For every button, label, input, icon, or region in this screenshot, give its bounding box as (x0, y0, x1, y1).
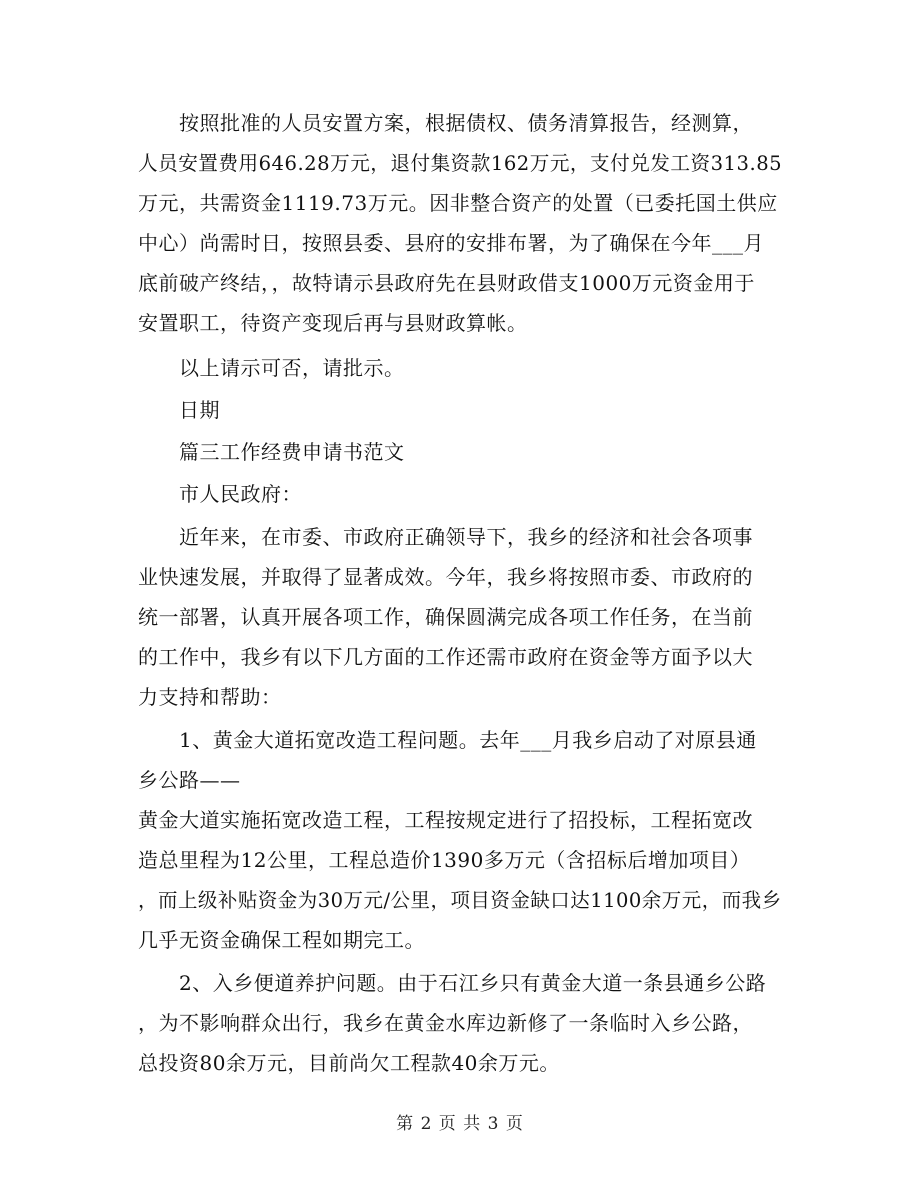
paragraph-line: 总投资80余万元，目前尚欠工程款40余万元。 (138, 1051, 560, 1075)
paragraph-line: 中心）尚需时日，按照县委、县府的安排布署，为了确保在今年___月 (138, 231, 764, 255)
paragraph-line: 按照批准的人员安置方案，根据债权、债务清算报告，经测算， (179, 111, 753, 135)
paragraph-line: 2、入乡便道养护问题。由于石江乡只有黄金大道一条县通乡公路 (179, 971, 767, 995)
paragraph-line: 造总里程为12公里，工程总造价1390多万元（含招标后增加项目） (138, 848, 751, 872)
paragraph-line: 乡公路—— (138, 768, 241, 792)
paragraph-line: 统一部署，认真开展各项工作，确保圆满完成各项工作任务，在当前 (138, 605, 753, 629)
paragraph-line: 黄金大道实施拓宽改造工程，工程按规定进行了招投标，工程拓宽改 (138, 808, 753, 832)
paragraph-line: 近年来，在市委、市政府正确领导下，我乡的经济和社会各项事 (179, 525, 753, 549)
paragraph-line: 万元，共需资金1119.73万元。因非整合资产的处置（已委托国土供应 (138, 191, 778, 215)
paragraph-line: 以上请示可否，请批示。 (179, 356, 405, 380)
section-heading: 篇三工作经费申请书范文 (179, 440, 405, 464)
paragraph-line: 业快速发展，并取得了显著成效。今年，我乡将按照市委、市政府的 (138, 565, 753, 589)
paragraph-line: 安置职工，待资产变现后再与县财政算帐。 (138, 311, 528, 335)
date-label: 日期 (179, 398, 220, 422)
paragraph-line: 人员安置费用646.28万元，退付集资款162万元，支付兑发工资313.85 (138, 151, 783, 175)
paragraph-line: ，为不影响群众出行，我乡在黄金水库边新修了一条临时入乡公路， (138, 1011, 753, 1035)
page-number-footer: 第 2 页 共 3 页 (396, 1114, 524, 1134)
paragraph-line: 1、黄金大道拓宽改造工程问题。去年___月我乡启动了对原县通 (179, 728, 757, 752)
paragraph-line: ，而上级补贴资金为30万元/公里，项目资金缺口达1100余万元，而我乡 (138, 888, 782, 912)
addressee: 市人民政府： (179, 482, 302, 506)
paragraph-line: 的工作中，我乡有以下几方面的工作还需市政府在资金等方面予以大 (138, 645, 753, 669)
paragraph-line: 力支持和帮助： (138, 685, 282, 709)
paragraph-line: 底前破产终结，，故特请示县政府先在县财政借支1000万元资金用于 (138, 271, 755, 295)
paragraph-line: 几乎无资金确保工程如期完工。 (138, 928, 425, 952)
